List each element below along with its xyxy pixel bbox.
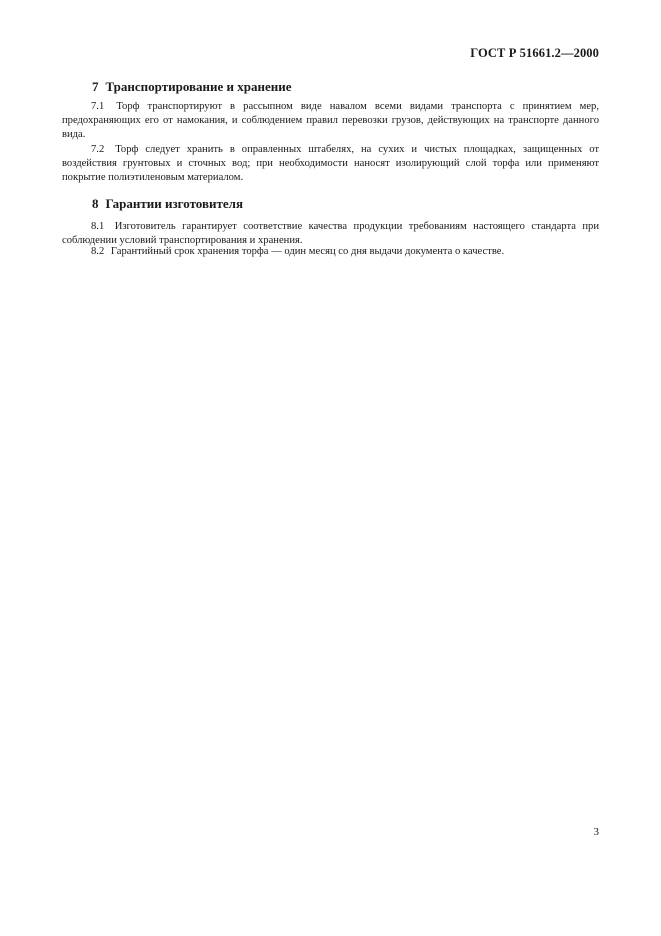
paragraph-8-2	[62, 245, 599, 259]
page-number: 3	[593, 826, 599, 838]
paragraph-text: Торф следует хранить в оправленных штабелях, на сухих и чистых площадках, защищенных от воздействия грунтовых и сточных вод; при необходимости наносят изолирующий слой торфа или применяют покрытие полиэтиленовым материалом.	[62, 144, 599, 184]
section-heading-8	[92, 196, 243, 212]
section-number: 8	[92, 196, 99, 211]
paragraph-text: Гарантийный срок хранения торфа — один месяц со дня выдачи документа о качестве.	[110, 246, 505, 257]
paragraph-number: 8.2	[91, 246, 105, 257]
section-number: 7	[92, 79, 99, 94]
paragraph-text: Изготовитель гарантирует соответствие качества продукции требованиям настоящего стандарта при соблюдении условий транспортирования и хранения.	[62, 221, 600, 247]
section-title: Транспортирование и хранение	[105, 79, 292, 94]
paragraph-number: 7.2	[91, 144, 105, 155]
paragraph-number: 7.1	[91, 101, 105, 112]
paragraph-7-1	[62, 100, 599, 143]
section-heading-7	[92, 79, 292, 95]
paragraph-text: Торф транспортируют в рассыпном виде навалом всеми видами транспорта с принятием мер, предохраняющих его от намокания, и соблюдением правил перевозки грузов, действующих на транспорте данного вида.	[62, 101, 599, 141]
paragraph-number: 8.1	[91, 221, 105, 232]
section-title: Гарантии изготовителя	[105, 196, 243, 211]
paragraph-7-2	[62, 143, 599, 186]
document-code: ГОСТ Р 51661.2—2000	[470, 46, 599, 60]
